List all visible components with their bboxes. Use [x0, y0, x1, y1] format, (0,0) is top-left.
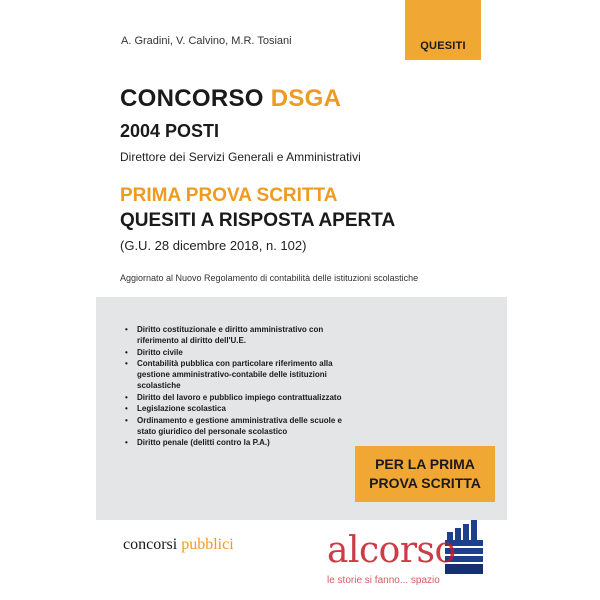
topic-item [123, 437, 363, 448]
badge-line-1: PER LA PRIMA [375, 456, 475, 472]
update-note: Aggiornato al Nuovo Regolamento di contabilità delle istituzioni scolastiche [120, 273, 419, 283]
topic-text: Diritto civile [137, 347, 183, 357]
watermark-tagline: le storie si fanno... spazio [327, 575, 440, 586]
topic-item [123, 415, 363, 437]
topic-item [123, 324, 363, 346]
gazette-reference: (G.U. 28 dicembre 2018, n. 102) [120, 238, 307, 253]
watermark-logo: alcorso [327, 530, 456, 571]
topic-item [123, 358, 363, 391]
exam-type-title: QUESITI A RISPOSTA APERTA [120, 210, 396, 231]
topic-text: Ordinamento e gestione amministrativa delle scuole e stato giuridico del personale scolastico [137, 415, 342, 436]
bullet-icon: • [125, 359, 128, 368]
topic-text: Contabilità pubblica con particolare riferimento alla gestione amministrativo-contabile delle istituzioni scolastiche [137, 359, 333, 390]
book-title-main: CONCORSO [120, 85, 271, 112]
brand-part-2: pubblici [181, 536, 234, 553]
topic-text: Diritto del lavoro e pubblico impiego contrattualizzato [137, 392, 342, 402]
bullet-icon: • [125, 325, 128, 334]
bullet-icon: • [125, 415, 128, 425]
book-title-accent: DSGA [270, 85, 342, 112]
bullet-icon: • [125, 347, 128, 357]
series-tab-label: QUESITI [420, 40, 466, 52]
authors: A. Gradini, V. Calvino, M.R. Tosiani [121, 35, 292, 47]
exam-phase-title: PRIMA PROVA SCRITTA [120, 185, 338, 206]
bullet-icon: • [125, 404, 128, 413]
badge-line-2: PROVA SCRITTA [369, 475, 481, 491]
topic-text: Diritto costituzionale e diritto amministrativo con riferimento al diritto dell'U.E. [137, 325, 324, 345]
role-subtitle: Direttore dei Servizi Generali e Amministrativi [120, 150, 361, 164]
topic-item [123, 403, 363, 414]
posti-count: 2004 POSTI [120, 121, 220, 141]
topic-item [123, 347, 363, 358]
bullet-icon: • [125, 392, 128, 402]
brand-part-1: concorsi [123, 536, 182, 553]
topic-item [123, 392, 363, 403]
bullet-icon: • [125, 438, 128, 447]
book-title [120, 85, 341, 113]
topic-text: Diritto penale (delitti contro la P.A.) [137, 438, 270, 447]
exam-badge [355, 446, 495, 502]
series-brand [123, 536, 234, 554]
topics-list [123, 324, 363, 449]
topic-text: Legislazione scolastica [137, 404, 226, 413]
series-tab [405, 0, 481, 60]
